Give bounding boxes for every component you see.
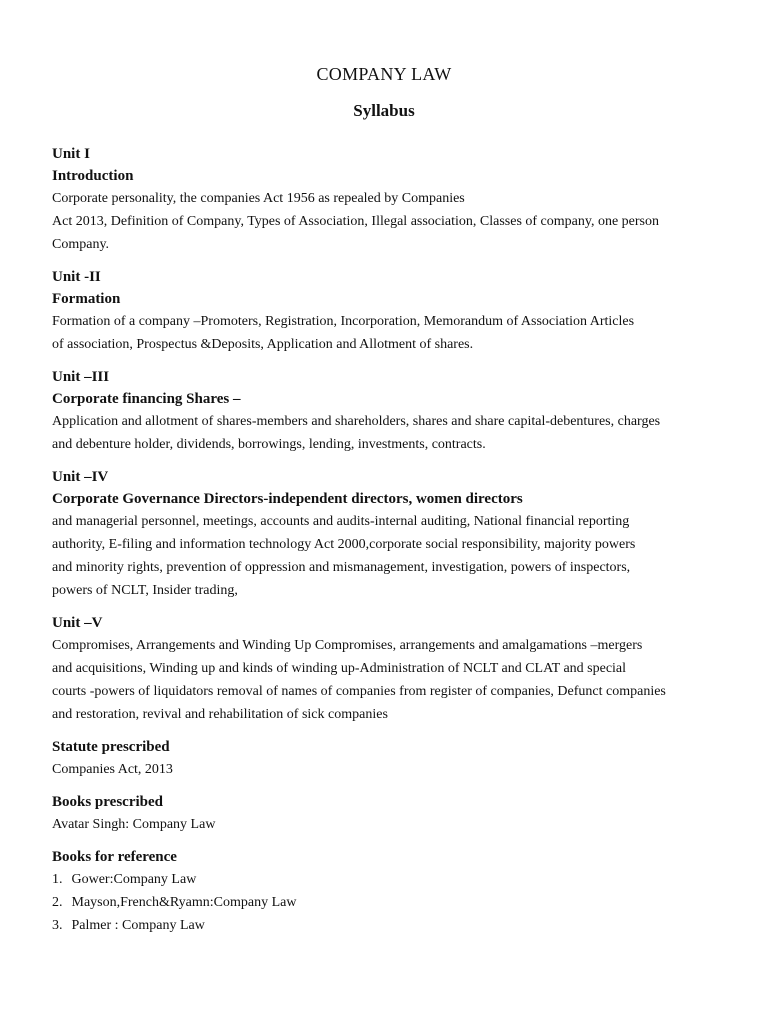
unit-text-line: Application and allotment of shares-members and shareholders, shares and share capital-debentures, charges [52, 414, 661, 429]
reference-item [52, 891, 720, 914]
unit-1-section [52, 143, 720, 256]
books-prescribed-section [52, 791, 720, 836]
unit-text-line: powers of NCLT, Insider trading, [52, 583, 238, 598]
document-subtitle: Syllabus [353, 101, 415, 120]
reference-list [52, 868, 720, 937]
unit-text-line: and restoration, revival and rehabilitation of sick companies [52, 707, 388, 722]
statute-heading: Statute prescribed [52, 739, 170, 755]
unit-heading: Corporate Governance Directors-independent directors, women directors [52, 491, 523, 507]
unit-text-line: authority, E-filing and information technology Act 2000,corporate social responsibility, majority powers [52, 537, 636, 552]
reference-number: 2. [52, 895, 63, 910]
unit-heading: Corporate financing Shares – [52, 391, 241, 407]
unit-text-line: and managerial personnel, meetings, accounts and audits-internal auditing, National financial reporting [52, 514, 630, 529]
reference-text: Palmer : Company Law [71, 918, 205, 933]
reference-text: Gower:Company Law [71, 872, 197, 887]
document-title: COMPANY LAW [316, 64, 452, 84]
unit-text-line: Formation of a company –Promoters, Registration, Incorporation, Memorandum of Association Articles [52, 314, 635, 329]
unit-text-line: and minority rights, prevention of oppression and mismanagement, investigation, powers of inspectors, [52, 560, 631, 575]
unit-heading: Introduction [52, 168, 134, 184]
unit-label: Unit I [52, 146, 90, 162]
unit-text-line: Company. [52, 237, 110, 252]
books-prescribed-text: Avatar Singh: Company Law [52, 817, 216, 832]
unit-text-line: of association, Prospectus &Deposits, Application and Allotment of shares. [52, 337, 474, 352]
books-reference-heading: Books for reference [52, 849, 177, 865]
unit-5-section [52, 612, 720, 726]
statute-section [52, 736, 720, 781]
unit-2-section [52, 266, 720, 356]
reference-item [52, 868, 720, 891]
reference-number: 1. [52, 872, 63, 887]
unit-heading: Formation [52, 291, 121, 307]
unit-4-section [52, 466, 720, 602]
unit-text-line: Corporate personality, the companies Act 1956 as repealed by Companies [52, 191, 465, 206]
unit-label: Unit –V [52, 615, 103, 631]
statute-text: Companies Act, 2013 [52, 762, 173, 777]
unit-text-line: and acquisitions, Winding up and kinds of winding up-Administration of NCLT and CLAT and special [52, 661, 627, 676]
unit-text-line: courts -powers of liquidators removal of names of companies from register of companies, Defunct companies [52, 684, 666, 699]
unit-text-line: Compromises, Arrangements and Winding Up Compromises, arrangements and amalgamations –mergers [52, 638, 643, 653]
unit-label: Unit -II [52, 269, 101, 285]
unit-label: Unit –III [52, 369, 110, 385]
reference-item [52, 914, 720, 937]
unit-label: Unit –IV [52, 469, 109, 485]
unit-text-line: Act 2013, Definition of Company, Types of Association, Illegal association, Classes of company, one person [52, 214, 660, 229]
unit-text-line: and debenture holder, dividends, borrowings, lending, investments, contracts. [52, 437, 486, 452]
reference-text: Mayson,French&Ryamn:Company Law [71, 895, 297, 910]
reference-number: 3. [52, 918, 63, 933]
books-reference-section [52, 846, 720, 937]
syllabus-body [52, 143, 720, 947]
unit-3-section [52, 366, 720, 456]
books-prescribed-heading: Books prescribed [52, 794, 163, 810]
